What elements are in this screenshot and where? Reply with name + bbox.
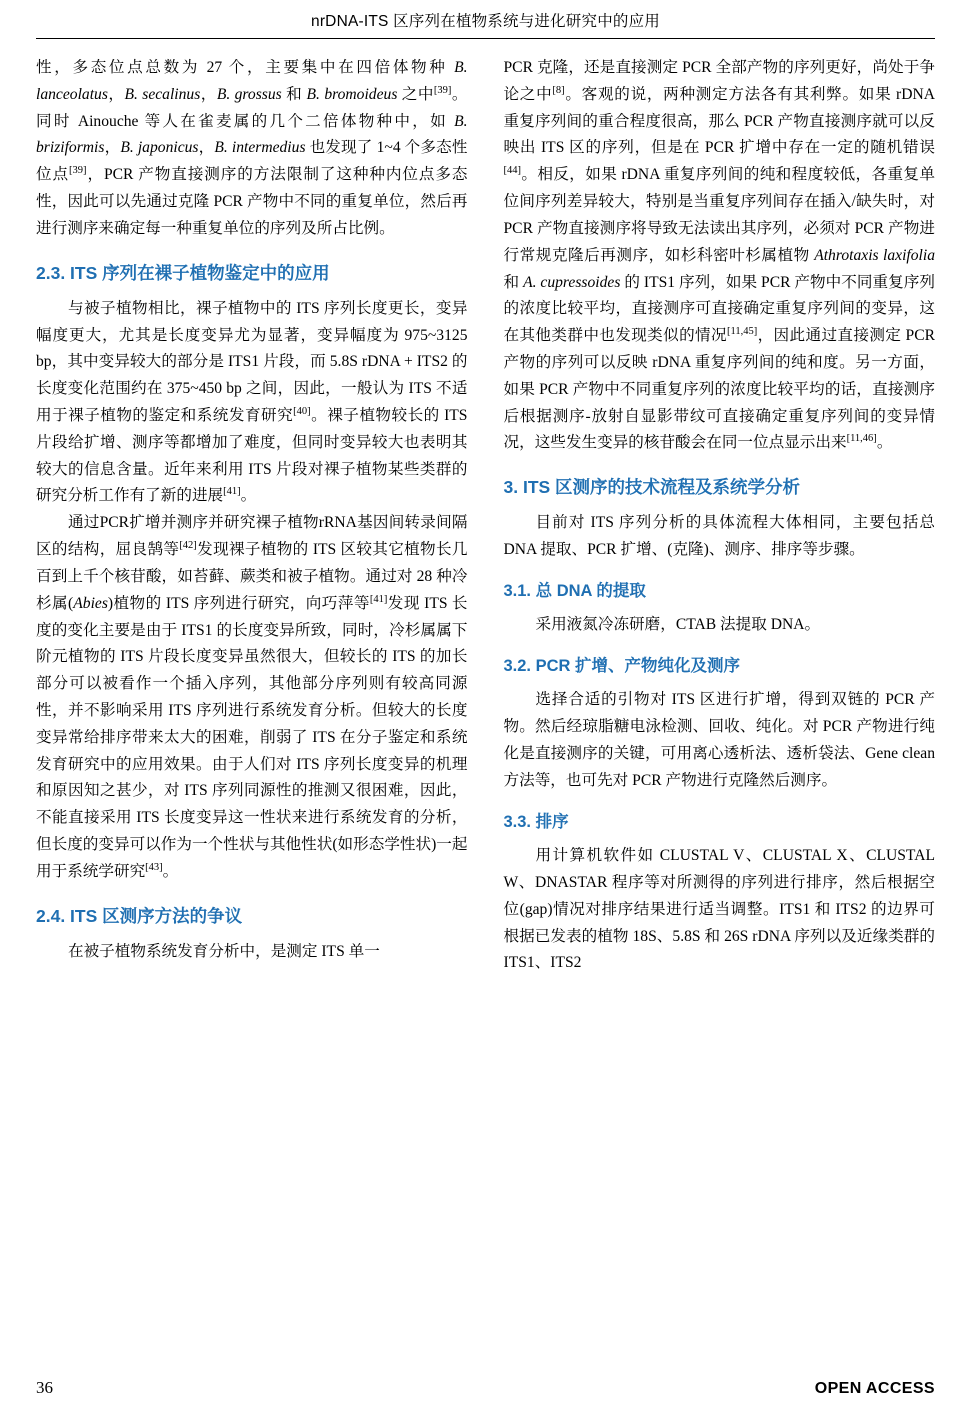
paragraph: 在被子植物系统发育分析中，是测定 ITS 单一 — [67, 942, 380, 960]
open-access-label: OPEN ACCESS — [814, 1380, 935, 1397]
left-column — [36, 55, 468, 1345]
paragraph: 选择合适的引物对 ITS 区进行扩增，得到双链的 PCR 产物。然后经琼脂糖电泳检测、回收、纯化。对 PCR 产物进行纯化是直接测序的关键，可用离心透析法、透析袋法、Gene clean 方法等，也可先对 PCR 产物进行克隆然后测序。 — [503, 691, 935, 789]
running-head: nrDNA-ITS 区序列在植物系统与进化研究中的应用 — [311, 13, 660, 30]
paragraph: 采用液氮冷冻研磨，CTAB 法提取 DNA。 — [535, 616, 821, 634]
paragraph: 用计算机软件如 CLUSTAL V、CLUSTAL X、CLUSTAL W、DNASTAR 程序等对所测得的序列进行排序，然后根据空位(gap)情况对排序结果进行适当调整。ITS1 和 ITS2 的边界可根据已发表的植物 18S、5.8S 和 26S rDNA 序列以及近缘类群的 ITS1、ITS2 — [503, 847, 935, 972]
section-heading-3: 3. ITS 区测序的技术流程及系统学分析 — [503, 477, 801, 498]
paragraph: 与被子植物相比，裸子植物中的 ITS 序列长度更长，变异幅度更大，尤其是长度变异尤为显著，变异幅度为 975~3125 bp，其中变异较大的部分是 ITS1 片段，而 5.8S rDNA + ITS2 的长度变化范围约在 375~450 bp 之间，因此，一般认为 ITS 不适用于裸子植物的鉴定和系统发育研究[40]。裸子植物较长的 ITS 片段给扩增、测序等都增加了难度，但同时变异较大也表明其较大的信息含量。近年来利用 ITS 片段对裸子植物某些类群的研究分析工作有了新的进展[41]。 — [36, 299, 468, 505]
section-heading-3-3: 3.3. 排序 — [503, 812, 569, 831]
running-head-rule — [36, 38, 935, 39]
right-column — [504, 55, 936, 1345]
paragraph: 目前对 ITS 序列分析的具体流程大体相同，主要包括总 DNA 提取、PCR 扩增、(克隆)、测序、排序等步骤。 — [503, 514, 935, 559]
page-footer — [36, 1378, 935, 1398]
two-column-body — [36, 55, 935, 1345]
paragraph-continuation: PCR 克隆，还是直接测定 PCR 全部产物的序列更好，尚处于争论之中[8]。客观的说，两种测定方法各有其利弊。如果 rDNA 重复序列间的重合程度很高，那么 PCR 产物直接测序就可以反映出 ITS 区的序列，但是在 PCR 扩增中存在一定的随机错误[44]。相反，如果 rDNA 重复序列间的纯和程度较低，各重复单位间序列差异较大，特别是当重复序列间存在插入/缺失时，对 PCR 产物直接测序将导致无法读出其序列，必须对 PCR 产物进行常规克隆后再测序，如杉科密叶杉属植物 Athrotaxis laxifolia 和 A. cupressoides 的 ITS1 序列，如果 PCR 产物中不同重复序列的浓度比较平均，直接测序可直接确定重复序列间的变异，这在其他类群中也发现类似的情况[11,45]，因此通过直接测定 PCR 产物的序列可以反映 rDNA 重复序列间的纯和度。另一方面，如果 PCR 产物中不同重复序列的浓度比较平均的话，直接测序后根据测序-放射自显影带纹可直接确定重复序列间的变异情况，这些发生变异的核苷酸会在同一位点显示出来[11,46]。 — [503, 59, 936, 452]
section-heading-3-2: 3.2. PCR 扩增、产物纯化及测序 — [503, 657, 741, 676]
page-number: 36 — [36, 1378, 53, 1397]
section-heading-2-3: 2.3. ITS 序列在裸子植物鉴定中的应用 — [36, 262, 330, 283]
section-heading-2-4: 2.4. ITS 区测序方法的争议 — [36, 905, 243, 926]
section-heading-3-1: 3.1. 总 DNA 的提取 — [503, 581, 646, 600]
paragraph-continuation: 性，多态位点总数为 27 个，主要集中在四倍体物种 B. lanceolatus，B. secalinus，B. grossus 和 B. bromoideus 之中[39]。同时 Ainouche 等人在雀麦属的几个二倍体物种中，如 B. briziformis，B. japonicus，B. intermedius 也发现了 1~4 个多态性位点[39]，PCR 产物直接测序的方法限制了这种种内位点多态性，因此可以先通过克隆 PCR 产物中不同的重复单位，然后再进行测序来确定每一种重复单位的序列及所占比例。 — [36, 59, 468, 237]
paragraph: 通过PCR扩增并测序并研究裸子植物rRNA基因间转录间隔区的结构，屈良鹄等[42]发现裸子植物的 ITS 区较其它植物长几百到上千个核苷酸，如苔藓、蕨类和被子植物。通过对 28 种冷杉属(Abies)植物的 ITS 序列进行研究，向巧萍等[41]发现 ITS 长度的变化主要是由于 ITS1 的长度变异所致，同时，冷杉属属下阶元植物的 ITS 片段长度变异虽然很大，但较长的 ITS 的加长部分可以被看作一个插入序列，其他部分序列则有较高同源性，并不影响采用 ITS 序列进行系统发育分析。但较大的长度变异常给排序带来太大的困难，削弱了 ITS 在分子鉴定和系统发育研究中的应用效果。由于人们对 ITS 序列长度变异的机理和原因知之甚少，对 ITS 序列同源性的推测又很困难，因此，不能直接采用 ITS 长度变异这一性状来进行系统发育的分析，但长度的变异可以作为一个性状与其他性状(如形态学性状)一起用于系统学研究[43]。 — [36, 514, 468, 880]
